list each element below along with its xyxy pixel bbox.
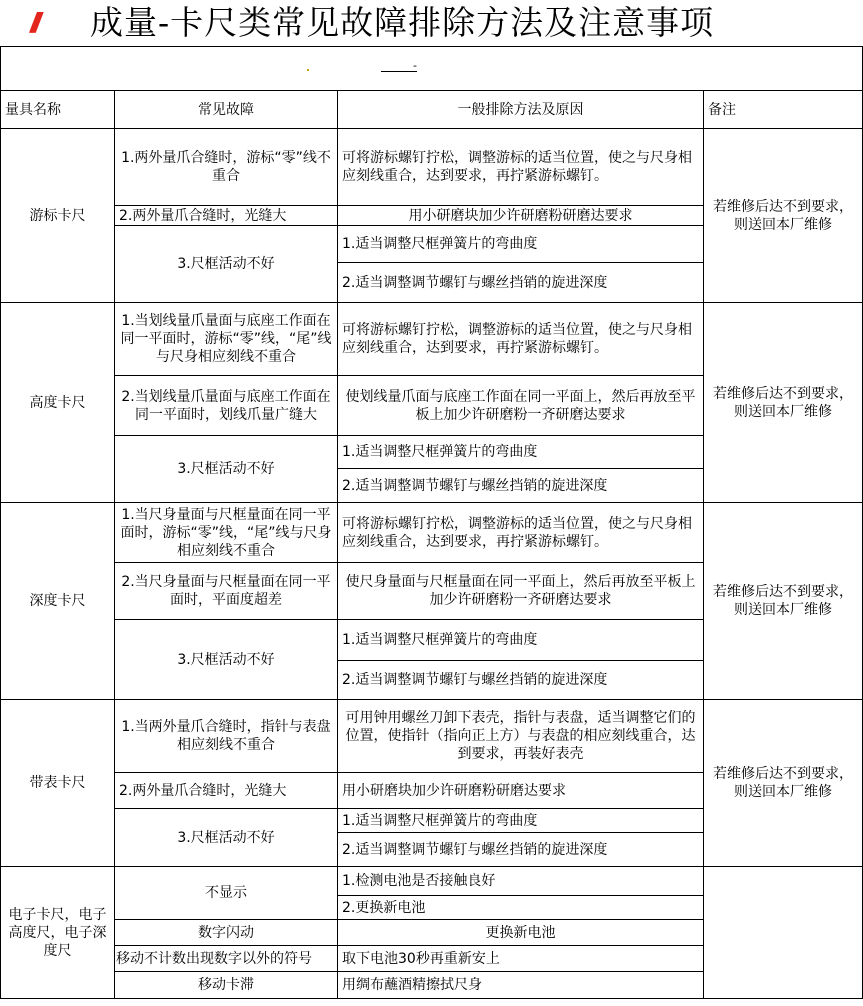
fault-cell: 移动不计数出现数字以外的符号: [115, 946, 338, 972]
fix-cell: 2.适当调整调节螺钉与螺丝挡销的旋进深度: [338, 661, 704, 700]
fix-cell: 用小研磨块加少许研磨粉研磨达要求: [338, 206, 704, 226]
tool-name: 电子卡尺，电子高度尺，电子深度尺: [1, 867, 115, 999]
note-cell: 若维修后达不到要求，则送回本厂维修: [704, 129, 863, 303]
tool-name: 深度卡尺: [1, 503, 115, 700]
title-bar: [0, 0, 863, 46]
fix-cell: 1.检测电池是否接触良好: [338, 867, 704, 896]
fix-cell: 取下电池30秒再重新安上: [338, 946, 704, 972]
fault-cell: 2.当划线量爪量面与底座工作面在同一平面时，划线爪量广缝大: [115, 376, 338, 436]
fix-cell: 2.适当调整调节螺钉与螺丝挡销的旋进深度: [338, 469, 704, 503]
dot-mark: [307, 69, 309, 71]
tool-name: 带表卡尺: [1, 700, 115, 867]
fix-cell: 更换新电池: [338, 920, 704, 946]
fault-cell: 3.尺框活动不好: [115, 436, 338, 503]
header-note: 备注: [704, 91, 863, 129]
fault-cell: 1.当尺身量面与尺框量面在同一平面时，游标“零”线，“尾”线与尺身相应刻线不重合: [115, 503, 338, 563]
note-cell: 若维修后达不到要求，则送回本厂维修: [704, 503, 863, 700]
fix-cell: 使尺身量面与尺框量面在同一平面上，然后再放至平板上加少许研磨粉一齐研磨达要求: [338, 563, 704, 620]
fix-cell: 使划线量爪面与底座工作面在同一平面上，然后再放至平板上加少许研磨粉一齐研磨达要求: [338, 376, 704, 436]
fix-cell: 用绸布蘸酒精擦拭尺身: [338, 972, 704, 999]
fault-cell: 2.当尺身量面与尺框量面在同一平面时，平面度超差: [115, 563, 338, 620]
table-row: [1, 867, 863, 896]
header-tool-name: 量具名称: [1, 91, 115, 129]
fault-cell: 3.尺框活动不好: [115, 226, 338, 303]
sub-header-bar: [0, 46, 863, 91]
header-row: [1, 91, 863, 129]
tool-name: 高度卡尺: [1, 303, 115, 503]
fault-cell: 1.当划线量爪量面与底座工作面在同一平面时，游标“零”线，“尾”线与尺身相应刻线不重合: [115, 303, 338, 376]
table-row: [1, 503, 863, 563]
header-fault: 常见故障: [115, 91, 338, 129]
fix-cell: 2.适当调整调节螺钉与螺丝挡销的旋进深度: [338, 833, 704, 867]
fix-cell: 可将游标螺钉拧松，调整游标的适当位置，使之与尺身相应刻线重合，达到要求，再拧紧游标螺钉。: [338, 129, 704, 206]
subbar-mark: -: [381, 61, 417, 72]
fault-cell: 移动卡滞: [115, 972, 338, 999]
table-row: [1, 700, 863, 773]
fix-cell: 可用钟用螺丝刀卸下表壳，指针与表盘，适当调整它们的位置，使指针（指向正上方）与表盘的相应刻线重合，达到要求，再装好表壳: [338, 700, 704, 773]
fix-cell: 1.适当调整尺框弹簧片的弯曲度: [338, 620, 704, 661]
fault-cell: 3.尺框活动不好: [115, 620, 338, 700]
header-fix: 一般排除方法及原因: [338, 91, 704, 129]
fix-cell: 可将游标螺钉拧松，调整游标的适当位置，使之与尺身相应刻线重合，达到要求，再拧紧游标螺钉。: [338, 303, 704, 376]
note-cell: 若维修后达不到要求，则送回本厂维修: [704, 700, 863, 867]
note-cell: [704, 867, 863, 999]
fix-cell: 1.适当调整尺框弹簧片的弯曲度: [338, 226, 704, 263]
brand-logo: ///: [30, 7, 36, 38]
table-row: [1, 129, 863, 206]
tool-name: 游标卡尺: [1, 129, 115, 303]
note-cell: 若维修后达不到要求，则送回本厂维修: [704, 303, 863, 503]
fault-cell: 1.两外量爪合缝时，游标“零”线不重合: [115, 129, 338, 206]
table-row: [1, 303, 863, 376]
fix-cell: 1.适当调整尺框弹簧片的弯曲度: [338, 809, 704, 833]
fault-cell: 不显示: [115, 867, 338, 920]
fix-cell: 可将游标螺钉拧松，调整游标的适当位置，使之与尺身相应刻线重合，达到要求，再拧紧游标螺钉。: [338, 503, 704, 563]
fault-cell: 2.两外量爪合缝时，光缝大: [115, 206, 338, 226]
fault-cell: 1.当两外量爪合缝时，指针与表盘相应刻线不重合: [115, 700, 338, 773]
fix-cell: 1.适当调整尺框弹簧片的弯曲度: [338, 436, 704, 469]
page-title: 成量-卡尺类常见故障排除方法及注意事项: [90, 3, 715, 42]
fix-cell: 用小研磨块加少许研磨粉研磨达要求: [338, 773, 704, 809]
fault-cell: 数字闪动: [115, 920, 338, 946]
fix-cell: 2.更换新电池: [338, 896, 704, 920]
troubleshooting-table: [0, 90, 863, 999]
fault-cell: 2.两外量爪合缝时，光缝大: [115, 773, 338, 809]
fault-cell: 3.尺框活动不好: [115, 809, 338, 867]
fix-cell: 2.适当调整调节螺钉与螺丝挡销的旋进深度: [338, 263, 704, 303]
